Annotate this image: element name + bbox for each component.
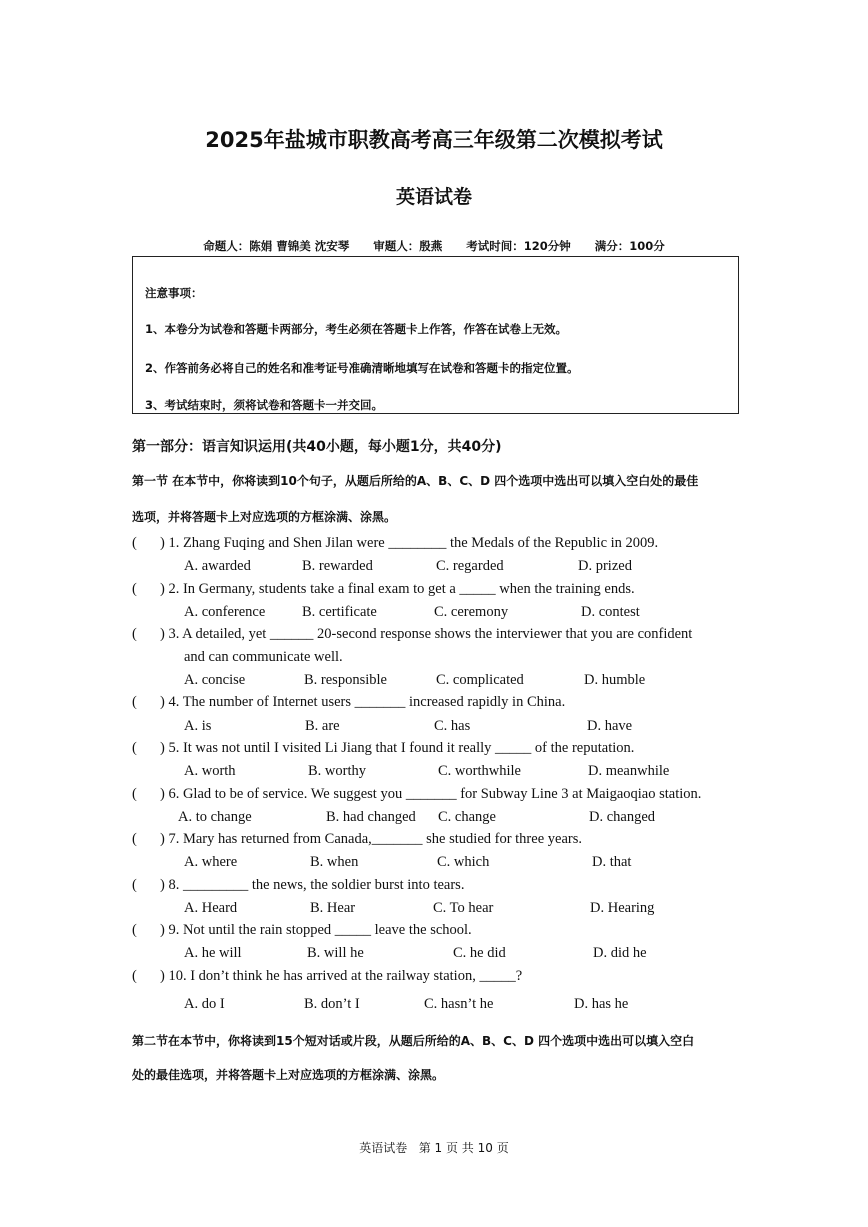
question-8: ( ) 8. _________ the news, the soldier burst into tears. <box>132 877 465 893</box>
option-a: A. concise <box>184 672 246 688</box>
section2-instruction-line2: 处的最佳选项，并将答题卡上对应选项的方框涂满、涂黑。 <box>132 1068 445 1082</box>
option-b: B. when <box>310 854 359 870</box>
question-9: ( ) 9. Not until the rain stopped _____ leave the school. <box>132 922 472 938</box>
exam-title: 2025年盐城市职教高考高三年级第二次模拟考试 <box>205 128 663 152</box>
option-d: D. did he <box>593 945 647 961</box>
option-c: C. which <box>437 854 490 870</box>
option-d: D. have <box>587 718 633 734</box>
question-text: ) 9. Not until the rain stopped _____ leave the school. <box>160 922 472 938</box>
option-d: D. that <box>592 854 632 870</box>
notice-box <box>132 256 739 414</box>
page-footer: 英语试卷 第 1 页 共 10 页 <box>359 1141 509 1155</box>
question-6: ( ) 6. Glad to be of service. We suggest you _______ for Subway Line 3 at Maigaoqiao station. <box>132 786 702 802</box>
question-text: ) 6. Glad to be of service. We suggest you _______ for Subway Line 3 at Maigaoqiao station. <box>160 786 702 802</box>
part1-title: 第一部分：语言知识运用(共40小题，每小题1分，共40分) <box>132 439 502 455</box>
meta-reviewer: 审题人：殷燕 <box>373 239 443 253</box>
option-c: C. To hear <box>433 900 494 916</box>
question-10-options <box>184 996 744 1016</box>
option-b: B. rewarded <box>302 558 373 574</box>
option-a: A. worth <box>184 763 236 779</box>
option-d: D. humble <box>584 672 646 688</box>
option-c: C. change <box>438 809 496 825</box>
option-d: D. prized <box>578 558 632 574</box>
option-a: A. he will <box>184 945 242 961</box>
question-2: ( ) 2. In Germany, students take a final exam to get a _____ when the training ends. <box>132 581 635 597</box>
option-c: C. worthwhile <box>438 763 521 779</box>
option-d: D. meanwhile <box>588 763 670 779</box>
section1-instruction-line2: 选项，并将答题卡上对应选项的方框涂满、涂黑。 <box>132 510 397 524</box>
question-1-options <box>184 558 744 578</box>
option-b: B. Hear <box>310 900 356 916</box>
option-a: A. do I <box>184 996 225 1012</box>
question-3-options <box>184 672 744 692</box>
question-8-options <box>184 900 744 920</box>
meta-setters: 命题人：陈娟 曹锦美 沈安琴 <box>203 239 350 253</box>
option-c: C. complicated <box>436 672 524 688</box>
option-b: B. are <box>305 718 340 734</box>
option-c: C. regarded <box>436 558 504 574</box>
question-1: ( ) 1. Zhang Fuqing and Shen Jilan were ________ the Medals of the Republic in 2009. <box>132 535 659 551</box>
option-b: B. will he <box>307 945 364 961</box>
question-text: ) 7. Mary has returned from Canada,_______ she studied for three years. <box>160 831 582 847</box>
option-d: D. Hearing <box>590 900 655 916</box>
question-5-options <box>184 763 744 783</box>
option-a: A. Heard <box>184 900 238 916</box>
question-4-options <box>184 718 744 738</box>
question-10: ( ) 10. I don’t think he has arrived at the railway station, _____? <box>132 968 523 984</box>
option-c: C. he did <box>453 945 506 961</box>
option-b: B. worthy <box>308 763 366 779</box>
question-text: ) 5. It was not until I visited Li Jiang that I found it really _____ of the reputation. <box>160 740 635 756</box>
question-7-options <box>184 854 744 874</box>
option-a: A. is <box>184 718 212 734</box>
question-6-options <box>178 809 744 829</box>
option-c: C. ceremony <box>434 604 509 620</box>
notice-item-1: 1、本卷分为试卷和答题卡两部分，考生必须在答题卡上作答，作答在试卷上无效。 <box>145 322 567 336</box>
question-9-options <box>184 945 744 965</box>
option-c: C. has <box>434 718 471 734</box>
question-text: ) 1. Zhang Fuqing and Shen Jilan were ________ the Medals of the Republic in 2009. <box>160 535 659 551</box>
notice-heading: 注意事项： <box>145 286 203 300</box>
option-d: D. contest <box>581 604 640 620</box>
meta-score: 满分：100分 <box>594 239 665 253</box>
option-a: A. where <box>184 854 238 870</box>
question-7: ( ) 7. Mary has returned from Canada,_______ she studied for three years. <box>132 831 582 847</box>
notice-item-2: 2、作答前务必将自己的姓名和准考证号准确清晰地填写在试卷和答题卡的指定位置。 <box>145 361 579 375</box>
question-text: ) 10. I don’t think he has arrived at the railway station, _____? <box>160 968 523 984</box>
meta-time: 考试时间：120分钟 <box>466 239 571 253</box>
question-2-options <box>184 604 744 624</box>
question-3: ( ) 3. A detailed, yet ______ 20-second response shows the interviewer that you are confident <box>132 626 693 642</box>
section2-instruction-line1: 第二节在本节中，你将读到15个短对话或片段，从题后所给的A、B、C、D 四个选项中选出可以填入空白 <box>132 1034 695 1048</box>
option-b: B. responsible <box>304 672 387 688</box>
question-text: ) 4. The number of Internet users _______ increased rapidly in China. <box>160 694 566 710</box>
exam-subtitle: 英语试卷 <box>395 186 472 208</box>
section1-instruction-line1: 第一节 在本节中，你将读到10个句子，从题后所给的A、B、C、D 四个选项中选出可以填入空白处的最佳 <box>132 474 699 488</box>
question-5: ( ) 5. It was not until I visited Li Jiang that I found it really _____ of the reputation. <box>132 740 635 756</box>
exam-meta <box>0 238 868 254</box>
question-text: ) 2. In Germany, students take a final exam to get a _____ when the training ends. <box>160 581 635 597</box>
question-3-continuation: and can communicate well. <box>184 649 343 665</box>
notice-item-3: 3、考试结束时，须将试卷和答题卡一并交回。 <box>145 398 383 412</box>
question-text: ) 8. _________ the news, the soldier burst into tears. <box>160 877 465 893</box>
option-a: A. conference <box>184 604 266 620</box>
option-b: B. had changed <box>326 809 416 825</box>
question-text: ) 3. A detailed, yet ______ 20-second response shows the interviewer that you are confident <box>160 626 693 642</box>
option-a: A. awarded <box>184 558 251 574</box>
option-d: D. has he <box>574 996 629 1012</box>
option-a: A. to change <box>178 809 252 825</box>
option-d: D. changed <box>589 809 656 825</box>
question-4: ( ) 4. The number of Internet users _______ increased rapidly in China. <box>132 694 566 710</box>
option-c: C. hasn’t he <box>424 996 494 1012</box>
option-b: B. don’t I <box>304 996 360 1012</box>
option-b: B. certificate <box>302 604 377 620</box>
